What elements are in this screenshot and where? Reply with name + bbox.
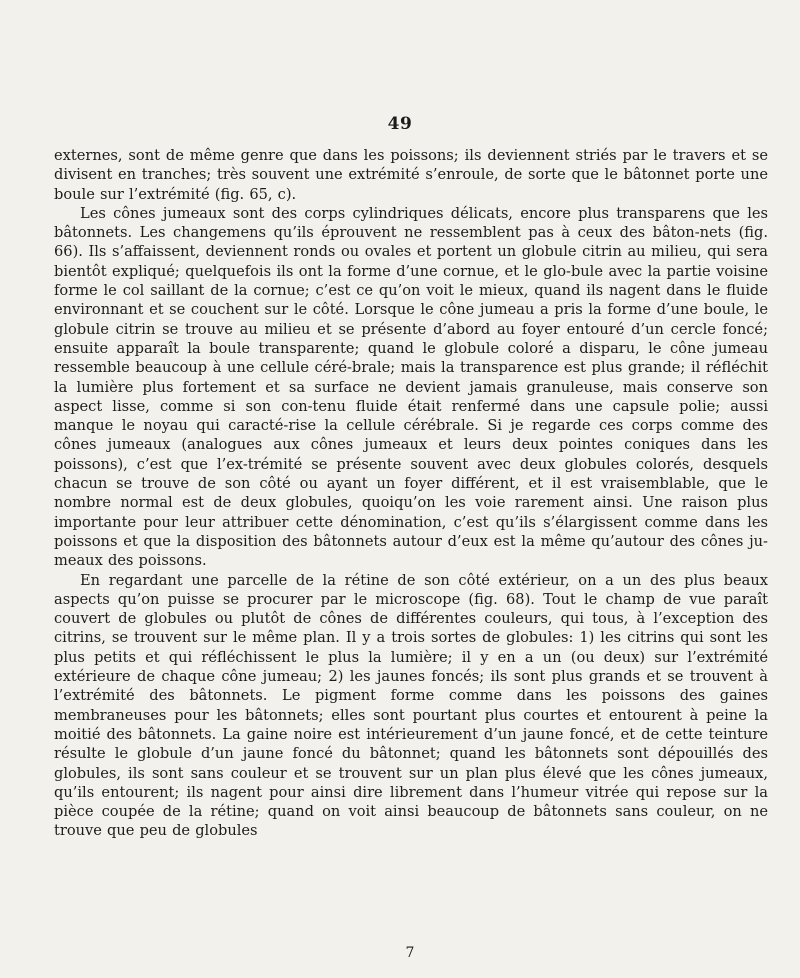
page-number: 49 [387,114,413,134]
paragraph-3: En regardant une parcelle de la rétine de son côté extérieur, on a un des plus beaux aspects qu’on puisse se procurer par le microscope (fig. 68). Tout le champ de vue paraît couvert de globules ou plutôt de cônes de différentes couleurs, qui tous, à l’exception des citrins, se trouvent sur le même plan. Il y a trois sortes de globules: 1) les citrins qui sont les plus petits et qui réfléchissent le plus la lumière; il y en a un (ou deux) sur l’extrémité extérieure de chaque cône jumeau; 2) les jaunes foncés; ils sont plus grands et se trouvent à l’extrémité des bâtonnets. Le pigment forme comme dans les poissons des gaines membraneuses pour les bâtonnets; elles sont pourtant plus courtes et entourent à peine la moitié des bâtonnets. La gaine noire est intérieurement d’un jaune foncé, et de cette teinture résulte le globule d’un jaune foncé du bâtonnet; quand les bâtonnets sont dépouillés des globules, ils sont sans couleur et se trouvent sur un plan plus élevé que les cônes jumeaux, qu’ils entourent; ils nagent pour ainsi dire librement dans l’humeur vitrée qui repose sur la pièce coupée de la rétine; quand on voit ainsi beaucoup de bâtonnets sans couleur, on ne trouve que peu de globules [54,571,768,840]
paragraph-1: externes, sont de même genre que dans les poissons; ils deviennent striés par le travers et se divisent en tranches; très souvent une extrémité s’enroule, de sorte que le bâtonnet porte une boule sur l’extrémité (fig. 65, c). [54,147,768,203]
body-text [54,146,768,841]
paragraph-2: Les cônes jumeaux sont des corps cylindriques délicats, encore plus transparens que les bâtonnets. Les changemens qu’ils éprouvent ne ressemblent pas à ceux des bâton-nets (fig. 66). Ils s’affaissent, deviennent ronds ou ovales et portent un globule citrin au milieu, qui sera bientôt expliqué; quelquefois ils ont la forme d’une cornue, et le glo-bule avec la partie voisine forme le col saillant de la cornue; c’est ce qu’on voit le mieux, quand ils nagent dans le fluide environnant et se couchent sur le côté. Lorsque le cône jumeau a pris la forme d’une boule, le globule citrin se trouve au milieu et se présente d’abord au foyer entouré d’un cercle foncé; ensuite apparaît la boule transparente; quand le globule coloré a disparu, le cône jumeau ressemble beaucoup à une cellule céré-brale; mais la transparence est plus grande; il réfléchit la lumière plus fortement et sa surface ne devient jamais granuleuse, mais conserve son aspect lisse, comme si son con-tenu fluide était renfermé dans une capsule polie; aussi manque le noyau qui caracté-rise la cellule cérébrale. Si je regarde ces corps comme des cônes jumeaux (analogues aux cônes jumeaux et leurs deux pointes coniques dans les poissons), c’est que l’ex-trémité se présente souvent avec deux globules colorés, desquels chacun se trouve de son côté ou ayant un foyer différent, et il est vraisemblable, que le nombre normal est de deux globules, quoiqu’on les voie rarement ainsi. Une raison plus importante pour leur attribuer cette dénomination, c’est qu’ils s’élargissent comme dans les poissons et que la disposition des bâtonnets autour d’eux est la même qu’autour des cônes ju-meaux des poissons. [54,204,768,570]
signature-mark: 7 [405,945,415,961]
